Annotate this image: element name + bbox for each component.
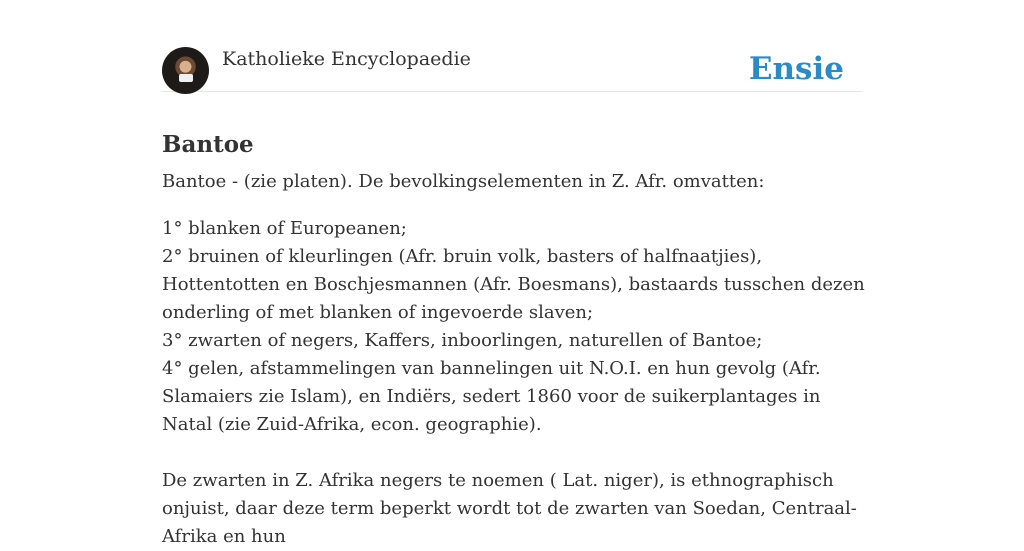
site-header <box>162 44 862 92</box>
list-item: 3° zwarten of negers, Kaffers, inboorlingen, naturellen of Bantoe; <box>162 330 763 351</box>
article-intro: Bantoe - (zie platen). De bevolkingselementen in Z. Afr. omvatten: <box>162 171 765 192</box>
site-name-link[interactable]: Katholieke Encyclopaedie <box>222 48 471 70</box>
article-list <box>162 215 867 439</box>
page-title: Bantoe <box>162 131 254 159</box>
portrait-avatar-icon[interactable] <box>162 47 209 94</box>
brand-logo-link[interactable]: Ensie <box>748 51 844 87</box>
list-item: 2° bruinen of kleurlingen (Afr. bruin volk, basters of halfnaatjies), Hottentotten en Boschjesmannen (Afr. Boesmans), bastaards tusschen dezen onderling of met blanken of ingevoerde slaven; <box>162 246 865 323</box>
list-item: 1° blanken of Europeanen; <box>162 218 407 239</box>
list-item: 4° gelen, afstammelingen van bannelingen uit N.O.I. en hun gevolg (Afr. Slamaiers zie Islam), en Indiërs, sedert 1860 voor de suikerplantages in Natal (zie Zuid-Afrika, econ. geographie). <box>162 358 821 435</box>
article-paragraph: De zwarten in Z. Afrika negers te noemen ( Lat. niger), is ethnographisch onjuist, daar deze term beperkt wordt tot de zwarten van Soedan, Centraal-Afrika en hun <box>162 470 857 547</box>
